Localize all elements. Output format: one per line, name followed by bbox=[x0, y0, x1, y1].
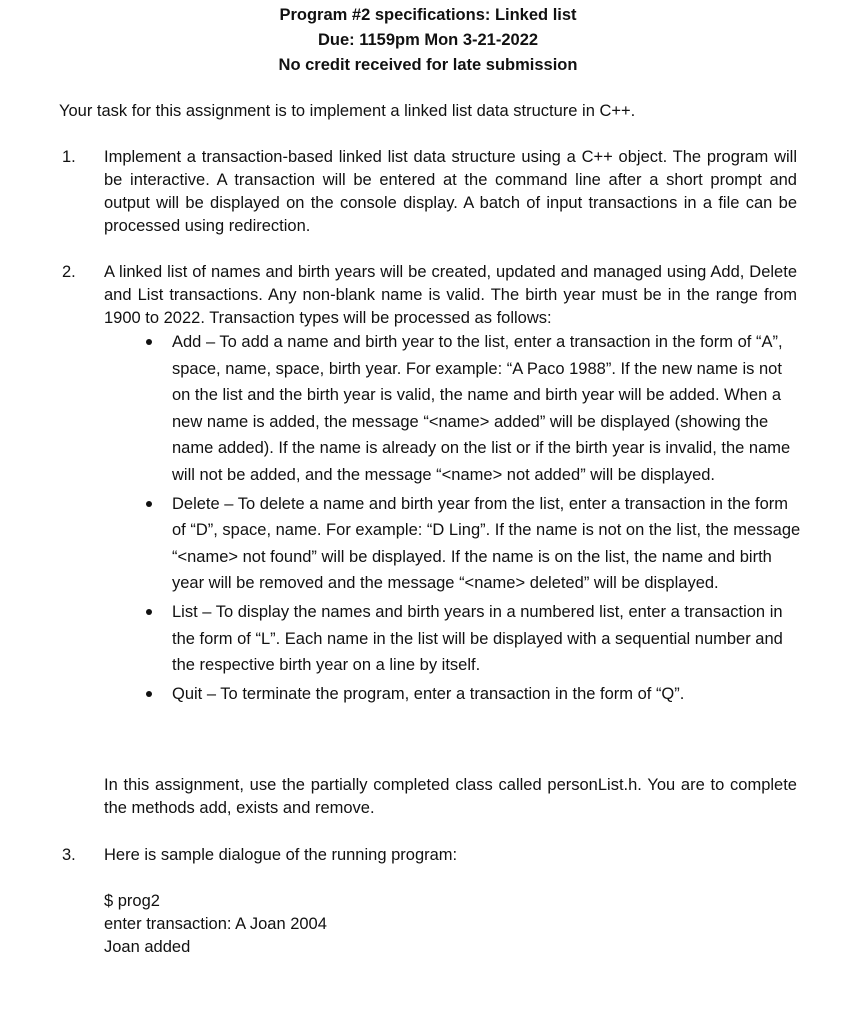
bullet-text: Delete – To delete a name and birth year from the list, enter a transaction in the form of “D”, space, name. For example: “D Ling”. If the name is not on the list, the message “<name> not found” will be displayed. If the name is on the list, the name and birth year will be removed and the message “<name> deleted” will be displayed. bbox=[172, 494, 801, 593]
bullet-dot-icon bbox=[146, 339, 152, 345]
bullet-add bbox=[104, 329, 804, 489]
bullet-dot-icon bbox=[146, 501, 152, 507]
dialogue-line: Joan added bbox=[104, 938, 191, 956]
item-number: 2. bbox=[62, 263, 76, 281]
item-text: A linked list of names and birth years will be created, updated and managed using Add, Delete and List transactions. Any non-blank name is valid. The birth year must be in the range from 1900 to 2022. Transaction types will be processed as follows: bbox=[104, 263, 797, 327]
bullet-text: List – To display the names and birth years in a numbered list, enter a transaction in the form of “L”. Each name in the list will be displayed with a sequential number and the respective birth year on a line by itself. bbox=[172, 602, 783, 675]
bullet-dot-icon bbox=[146, 609, 152, 615]
transaction-bullet-list bbox=[104, 329, 804, 709]
document-title: Program #2 specifications: Linked list bbox=[279, 6, 577, 24]
bullet-delete bbox=[104, 491, 804, 597]
dialogue-line: enter transaction: A Joan 2004 bbox=[104, 915, 327, 933]
sample-dialogue bbox=[104, 890, 327, 959]
bullet-dot-icon bbox=[146, 691, 152, 697]
intro-paragraph: Your task for this assignment is to implement a linked list data structure in C++. bbox=[59, 102, 636, 120]
item-text: Here is sample dialogue of the running program: bbox=[104, 846, 458, 864]
bullet-list bbox=[104, 599, 804, 679]
late-policy: No credit received for late submission bbox=[278, 56, 578, 74]
bullet-text: Add – To add a name and birth year to the list, enter a transaction in the form of “A”, space, name, space, birth year. For example: “A Paco 1988”. If the new name is not on the list and the birth year is valid, the name and birth year will be added. When a new name is added, the message “<name> added” will be displayed (showing the name added). If the name is already on the list or if the birth year is invalid, the name will not be added, and the message “<name> not added” will be displayed. bbox=[172, 333, 791, 484]
bullet-text: Quit – To terminate the program, enter a transaction in the form of “Q”. bbox=[172, 684, 685, 703]
item-number: 1. bbox=[62, 148, 76, 166]
item-number: 3. bbox=[62, 846, 76, 864]
class-note: In this assignment, use the partially completed class called personList.h. You are to complete the methods add, exists and remove. bbox=[104, 776, 797, 817]
item-text: Implement a transaction-based linked list data structure using a C++ object. The program will be interactive. A transaction will be entered at the command line after a short prompt and output will be displayed on the console display. A batch of input transactions in a file can be processed using redirection. bbox=[104, 148, 797, 235]
dialogue-line: $ prog2 bbox=[104, 892, 160, 910]
due-date: Due: 1159pm Mon 3-21-2022 bbox=[317, 31, 539, 49]
document-header bbox=[0, 3, 846, 78]
bullet-quit bbox=[104, 681, 804, 708]
